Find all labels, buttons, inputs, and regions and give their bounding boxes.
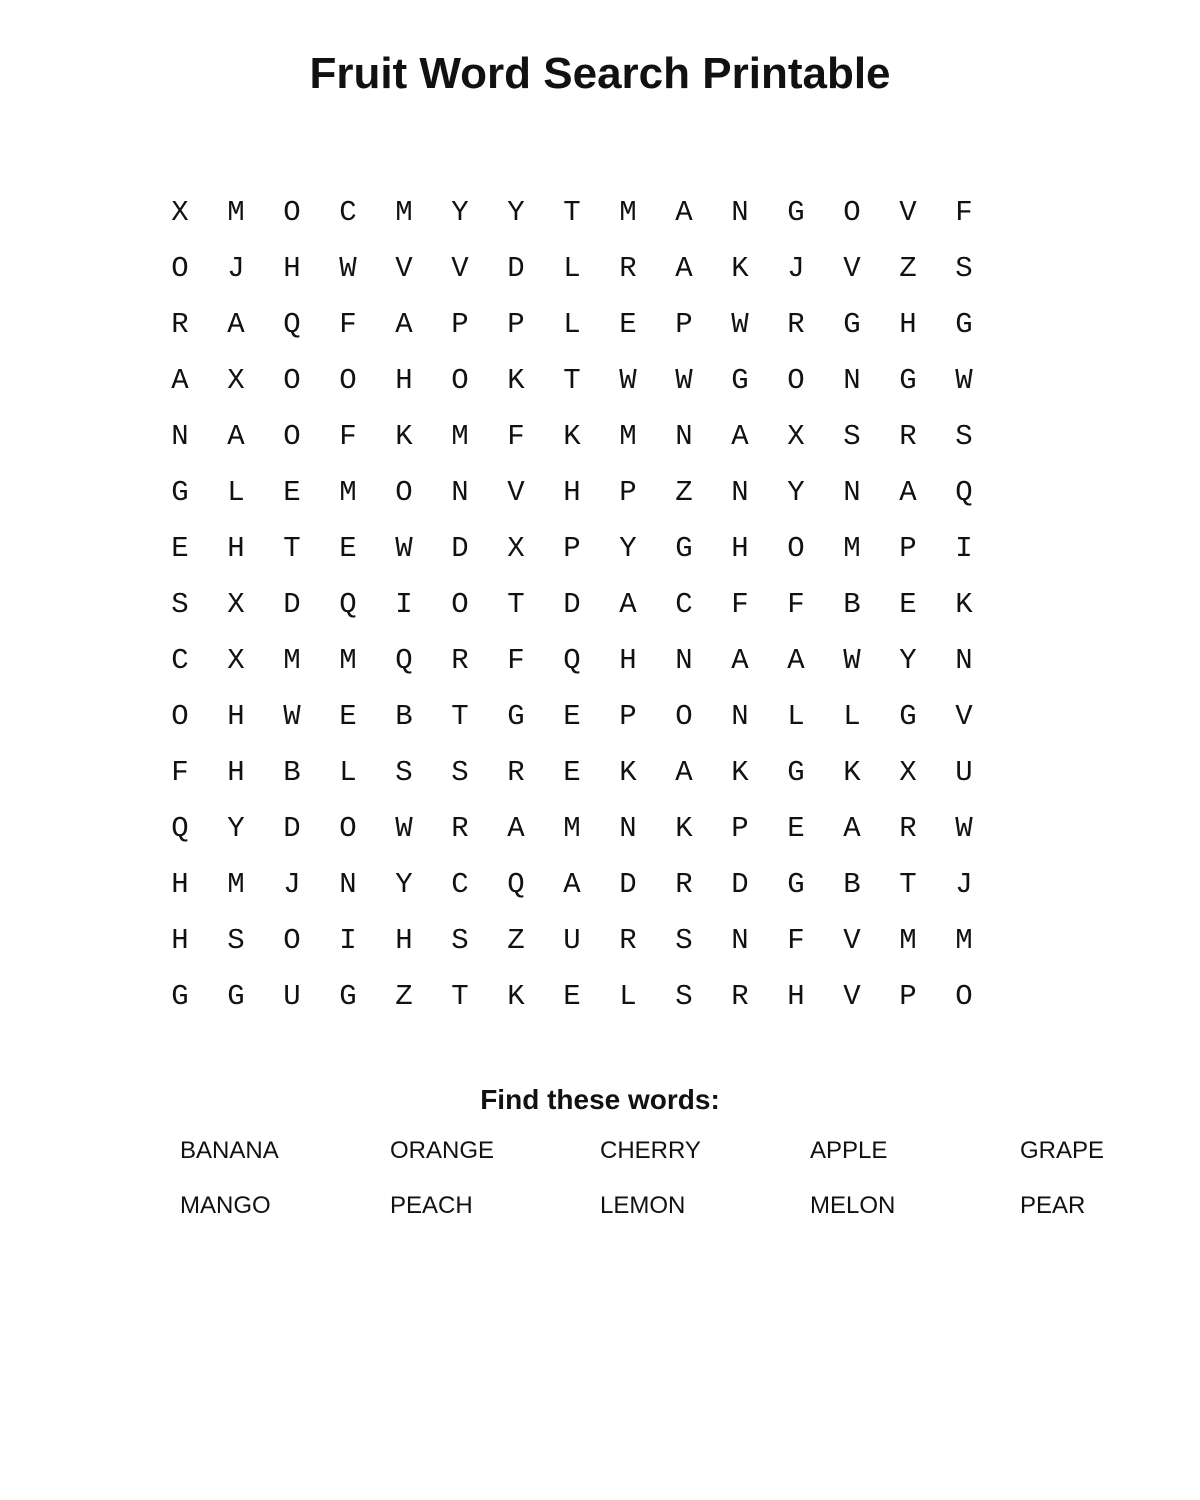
grid-letter: C [171, 643, 189, 677]
grid-letter: H [227, 699, 245, 733]
grid-letter: O [787, 363, 805, 397]
grid-letter: A [507, 811, 525, 845]
grid-letter: T [451, 699, 469, 733]
grid-letter: N [731, 923, 749, 957]
grid-letter: H [395, 923, 413, 957]
word-list-item: MELON [810, 1192, 896, 1219]
grid-letter: P [507, 307, 525, 341]
grid-letter: R [675, 867, 693, 901]
grid-letter: H [227, 755, 245, 789]
grid-letter: T [283, 531, 301, 565]
grid-letter: K [563, 419, 581, 453]
grid-letter: X [787, 419, 805, 453]
grid-letter: M [451, 419, 469, 453]
grid-letter: O [843, 195, 861, 229]
word-list-heading: Find these words: [480, 1084, 720, 1115]
grid-letter: T [563, 195, 581, 229]
grid-letter: U [563, 923, 581, 957]
grid-letter: A [899, 475, 917, 509]
grid-letter: X [171, 195, 189, 229]
grid-letter: R [171, 307, 189, 341]
grid-letter: N [731, 699, 749, 733]
grid-letter: O [451, 587, 469, 621]
grid-letter: W [339, 251, 357, 285]
grid-letter: G [339, 979, 357, 1013]
grid-letter: F [731, 587, 749, 621]
grid-letter: R [899, 811, 917, 845]
grid-letter: K [395, 419, 413, 453]
grid-letter: K [507, 979, 525, 1013]
grid-letter: T [563, 363, 581, 397]
word-list-item: GRAPE [1020, 1137, 1105, 1164]
grid-letter: H [731, 531, 749, 565]
grid-letter: F [955, 195, 973, 229]
grid-letter: E [563, 755, 581, 789]
grid-letter: R [787, 307, 805, 341]
grid-letter: Z [395, 979, 413, 1013]
grid-letter: O [283, 363, 301, 397]
grid-letter: P [563, 531, 581, 565]
grid-letter: P [731, 811, 749, 845]
grid-letter: R [507, 755, 525, 789]
word-list [180, 1131, 1190, 1241]
grid-letter: G [675, 531, 693, 565]
grid-letter: N [675, 419, 693, 453]
grid-letter: S [171, 587, 189, 621]
grid-letter: K [675, 811, 693, 845]
grid-letter: A [675, 195, 693, 229]
grid-letter: I [395, 587, 413, 621]
grid-letter: E [563, 699, 581, 733]
grid-letter: V [451, 251, 469, 285]
grid-letter: H [227, 531, 245, 565]
word-list-item: APPLE [810, 1137, 888, 1164]
grid-letter: D [283, 811, 301, 845]
grid-letter: S [451, 755, 469, 789]
grid-letter: U [283, 979, 301, 1013]
grid-letter: K [731, 251, 749, 285]
grid-letter: D [619, 867, 637, 901]
grid-letter: D [283, 587, 301, 621]
grid-letter: W [675, 363, 693, 397]
grid-letter: H [899, 307, 917, 341]
grid-letter: O [339, 363, 357, 397]
grid-letter: V [843, 923, 861, 957]
grid-letter: O [283, 419, 301, 453]
grid-letter: Z [899, 251, 917, 285]
grid-letter: V [955, 699, 973, 733]
grid-letter: E [339, 531, 357, 565]
grid-letter: Y [507, 195, 525, 229]
grid-letter: A [563, 867, 581, 901]
grid-letter: W [395, 811, 413, 845]
grid-letter: O [171, 699, 189, 733]
grid-letter: Q [283, 307, 301, 341]
grid-letter: H [395, 363, 413, 397]
grid-letter: W [283, 699, 301, 733]
grid-letter: P [619, 699, 637, 733]
grid-letter: O [339, 811, 357, 845]
grid-letter: A [731, 643, 749, 677]
grid-letter: O [451, 363, 469, 397]
grid-letter: G [787, 867, 805, 901]
grid-letter: O [395, 475, 413, 509]
grid-letter: W [731, 307, 749, 341]
grid-letter: M [619, 419, 637, 453]
grid-letter: M [899, 923, 917, 957]
grid-letter: E [339, 699, 357, 733]
grid-letter: G [955, 307, 973, 341]
grid-letter: R [619, 251, 637, 285]
grid-letter: J [227, 251, 245, 285]
grid-letter: T [451, 979, 469, 1013]
grid-letter: N [619, 811, 637, 845]
grid-letter: N [171, 419, 189, 453]
grid-letter: Q [563, 643, 581, 677]
grid-letter: R [899, 419, 917, 453]
grid-letter: L [619, 979, 637, 1013]
grid-letter: B [843, 587, 861, 621]
grid-letter: C [451, 867, 469, 901]
grid-letter: A [675, 755, 693, 789]
grid-letter: N [843, 475, 861, 509]
grid-letter: E [283, 475, 301, 509]
grid-letter: X [227, 643, 245, 677]
grid-letter: S [451, 923, 469, 957]
grid-letter: W [955, 363, 973, 397]
grid-letter: L [843, 699, 861, 733]
grid-letter: O [675, 699, 693, 733]
page-title: Fruit Word Search Printable [309, 49, 891, 98]
grid-letter: M [843, 531, 861, 565]
grid-letter: N [675, 643, 693, 677]
grid-letter: D [563, 587, 581, 621]
grid-letter: S [955, 251, 973, 285]
grid-letter: A [227, 419, 245, 453]
grid-letter: O [283, 195, 301, 229]
grid-letter: M [955, 923, 973, 957]
grid-letter: S [227, 923, 245, 957]
grid-letter: V [843, 979, 861, 1013]
grid-letter: E [899, 587, 917, 621]
grid-letter: G [731, 363, 749, 397]
word-list-item: BANANA [180, 1137, 279, 1164]
grid-letter: H [171, 923, 189, 957]
grid-letter: M [339, 643, 357, 677]
grid-letter: D [731, 867, 749, 901]
grid-letter: L [787, 699, 805, 733]
grid-letter: T [899, 867, 917, 901]
grid-letter: N [339, 867, 357, 901]
grid-letter: P [899, 531, 917, 565]
grid-letter: J [955, 867, 973, 901]
grid-letter: V [395, 251, 413, 285]
word-list-item: PEACH [390, 1192, 473, 1219]
grid-letter: G [171, 475, 189, 509]
grid-letter: N [731, 195, 749, 229]
grid-letter: Z [675, 475, 693, 509]
grid-letter: M [619, 195, 637, 229]
grid-letter: N [451, 475, 469, 509]
word-list-item: PEAR [1020, 1192, 1086, 1219]
grid-letter: I [339, 923, 357, 957]
grid-letter: O [955, 979, 973, 1013]
grid-letter: W [619, 363, 637, 397]
grid-letter: J [283, 867, 301, 901]
grid-letter: E [619, 307, 637, 341]
grid-letter: F [339, 307, 357, 341]
grid-letter: G [899, 363, 917, 397]
grid-letter: O [787, 531, 805, 565]
word-list-item: LEMON [600, 1192, 686, 1219]
grid-letter: W [843, 643, 861, 677]
word-list-item: MANGO [180, 1192, 271, 1219]
grid-letter: Z [507, 923, 525, 957]
grid-letter: A [731, 419, 749, 453]
grid-letter: Y [787, 475, 805, 509]
grid-letter: O [283, 923, 301, 957]
grid-letter: H [283, 251, 301, 285]
grid-letter: C [339, 195, 357, 229]
grid-letter: X [899, 755, 917, 789]
grid-letter: W [955, 811, 973, 845]
grid-letter: N [955, 643, 973, 677]
grid-letter: N [731, 475, 749, 509]
grid-letter: R [619, 923, 637, 957]
grid-letter: V [899, 195, 917, 229]
grid-letter: S [675, 923, 693, 957]
grid-letter: E [171, 531, 189, 565]
grid-letter: P [675, 307, 693, 341]
grid-letter: R [731, 979, 749, 1013]
grid-letter: S [395, 755, 413, 789]
grid-letter: K [507, 363, 525, 397]
grid-letter: F [787, 923, 805, 957]
grid-letter: G [787, 195, 805, 229]
grid-letter: Y [899, 643, 917, 677]
grid-letter: P [619, 475, 637, 509]
grid-letter: F [507, 419, 525, 453]
grid-letter: E [787, 811, 805, 845]
grid-letter: F [787, 587, 805, 621]
grid-letter: V [507, 475, 525, 509]
grid-letter: L [339, 755, 357, 789]
grid-letter: A [787, 643, 805, 677]
grid-letter: Y [395, 867, 413, 901]
grid-letter: S [843, 419, 861, 453]
grid-letter: H [787, 979, 805, 1013]
grid-letter: S [955, 419, 973, 453]
grid-letter: H [171, 867, 189, 901]
word-list-item: ORANGE [390, 1137, 495, 1164]
grid-letter: I [955, 531, 973, 565]
grid-letter: P [899, 979, 917, 1013]
grid-letter: B [283, 755, 301, 789]
grid-letter: X [507, 531, 525, 565]
grid-letter: P [451, 307, 469, 341]
grid-letter: Q [171, 811, 189, 845]
grid-letter: M [227, 867, 245, 901]
grid-letter: A [843, 811, 861, 845]
grid-letter: L [227, 475, 245, 509]
grid-letter: K [619, 755, 637, 789]
grid-letter: M [339, 475, 357, 509]
grid-letter: N [843, 363, 861, 397]
grid-letter: G [899, 699, 917, 733]
grid-letter: A [227, 307, 245, 341]
grid-letter: S [675, 979, 693, 1013]
letter-grid [152, 184, 992, 1024]
grid-letter: Q [395, 643, 413, 677]
grid-letter: K [731, 755, 749, 789]
grid-letter: G [787, 755, 805, 789]
grid-letter: M [563, 811, 581, 845]
grid-letter: M [227, 195, 245, 229]
grid-letter: L [563, 307, 581, 341]
grid-letter: L [563, 251, 581, 285]
grid-letter: G [227, 979, 245, 1013]
grid-letter: W [395, 531, 413, 565]
grid-letter: Q [507, 867, 525, 901]
grid-letter: G [171, 979, 189, 1013]
word-list-item: CHERRY [600, 1137, 701, 1164]
grid-letter: K [843, 755, 861, 789]
grid-letter: R [451, 643, 469, 677]
grid-letter: U [955, 755, 973, 789]
grid-letter: G [843, 307, 861, 341]
grid-letter: H [619, 643, 637, 677]
grid-letter: X [227, 587, 245, 621]
grid-letter: B [395, 699, 413, 733]
grid-letter: Y [451, 195, 469, 229]
grid-letter: B [843, 867, 861, 901]
grid-letter: M [283, 643, 301, 677]
grid-letter: Q [339, 587, 357, 621]
grid-letter: Y [227, 811, 245, 845]
grid-letter: T [507, 587, 525, 621]
grid-letter: M [395, 195, 413, 229]
grid-letter: A [619, 587, 637, 621]
grid-letter: G [507, 699, 525, 733]
grid-letter: Q [955, 475, 973, 509]
grid-letter: J [787, 251, 805, 285]
grid-letter: F [339, 419, 357, 453]
grid-letter: A [675, 251, 693, 285]
grid-letter: X [227, 363, 245, 397]
grid-letter: O [171, 251, 189, 285]
grid-letter: V [843, 251, 861, 285]
grid-letter: D [507, 251, 525, 285]
grid-letter: D [451, 531, 469, 565]
grid-letter: C [675, 587, 693, 621]
grid-letter: K [955, 587, 973, 621]
grid-letter: Y [619, 531, 637, 565]
grid-letter: E [563, 979, 581, 1013]
grid-letter: H [563, 475, 581, 509]
grid-letter: F [507, 643, 525, 677]
grid-letter: A [395, 307, 413, 341]
grid-letter: A [171, 363, 189, 397]
grid-letter: F [171, 755, 189, 789]
grid-letter: R [451, 811, 469, 845]
